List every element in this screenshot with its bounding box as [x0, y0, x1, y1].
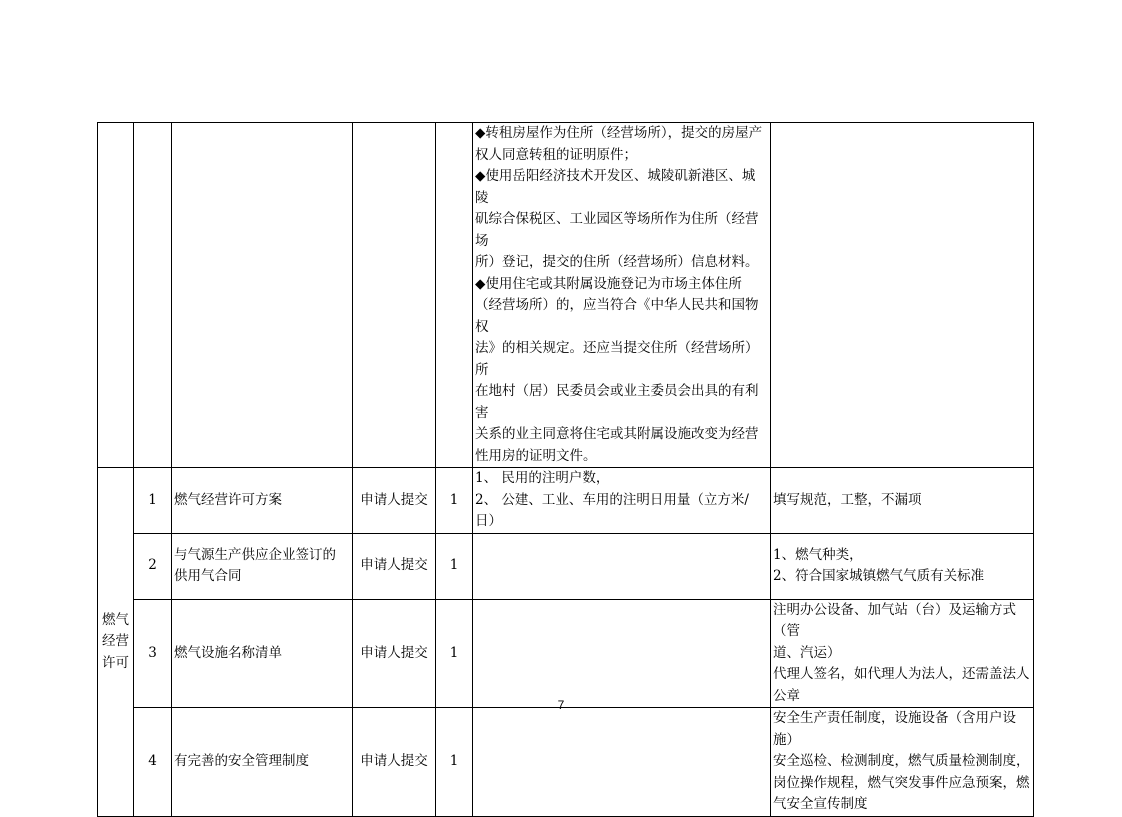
requirements-cell-continuation — [473, 123, 771, 468]
material-line: 与气源生产供应企业签订的 — [174, 546, 336, 563]
requirement-line: ◆转租房屋作为住所（经营场所），提交的房屋产 — [475, 125, 763, 141]
source-cell: 申请人提交 — [353, 468, 436, 534]
standard-line: 1、燃气种类， — [773, 546, 863, 563]
requirement-line: 1、 民用的注明户数， — [475, 470, 610, 486]
category-cell-empty — [98, 123, 134, 468]
no-cell: 2 — [134, 533, 172, 599]
standard-line: 注明办公设备、加气站（台）及运输方式（管 — [773, 601, 1016, 639]
page-number: 7 — [557, 698, 565, 712]
requirements-table — [97, 122, 1034, 817]
requirements-cell-empty — [473, 533, 771, 599]
standard-line: 岗位操作规程，燃气突发事件应急预案，燃 — [773, 774, 1030, 791]
standard-cell — [771, 468, 1034, 534]
standard-cell-empty — [771, 123, 1034, 468]
no-cell: 1 — [134, 468, 172, 534]
material-cell — [172, 708, 353, 817]
source-cell-empty — [353, 123, 436, 468]
copies-cell: 1 — [436, 599, 473, 708]
standard-line: 代理人签名，如代理人为法人，还需盖法人 — [773, 666, 1030, 682]
standard-line: 公章 — [773, 687, 800, 704]
requirement-line: 性用房的证明文件。 — [475, 447, 597, 464]
source-cell: 申请人提交 — [353, 708, 436, 817]
category-cell — [98, 468, 134, 817]
requirement-line: 2、 公建、工业、车用的注明日用量（立方米/日） — [475, 491, 749, 529]
table-row-continuation — [98, 123, 1034, 468]
table-row — [98, 533, 1034, 599]
source-cell: 申请人提交 — [353, 533, 436, 599]
material-line: 供用气合同 — [174, 568, 242, 584]
copies-cell: 1 — [436, 533, 473, 599]
requirement-line: 矶综合保税区、工业园区等场所作为住所（经营场 — [475, 211, 759, 249]
standard-line: 2、符合国家城镇燃气气质有关标准 — [773, 568, 985, 584]
no-cell: 4 — [134, 708, 172, 817]
category-line: 燃气 — [102, 611, 129, 628]
material-cell — [172, 468, 353, 534]
material-line: 有完善的安全管理制度 — [174, 753, 309, 769]
standard-cell — [771, 533, 1034, 599]
table-row — [98, 599, 1034, 708]
requirement-line: 关系的业主同意将住宅或其附属设施改变为经营 — [475, 426, 759, 442]
copies-cell: 1 — [436, 708, 473, 817]
copies-cell: 1 — [436, 468, 473, 534]
requirement-line: 法》的相关规定。还应当提交住所（经营场所）所 — [475, 340, 759, 378]
source-cell: 申请人提交 — [353, 599, 436, 708]
requirement-line: ◆使用岳阳经济技术开发区、城陵矶新港区、城陵 — [475, 168, 756, 206]
material-line: 燃气经营许可方案 — [174, 491, 282, 508]
no-cell: 3 — [134, 599, 172, 708]
requirement-line: 权人同意转租的证明原件； — [475, 146, 637, 163]
requirements-cell — [473, 468, 771, 534]
standard-line: 安全巡检、检测制度，燃气质量检测制度， — [773, 753, 1030, 769]
no-cell-empty — [134, 123, 172, 468]
requirements-cell-empty — [473, 708, 771, 817]
table-row — [98, 468, 1034, 534]
table-row — [98, 708, 1034, 817]
requirement-line: 在地村（居）民委员会或业主委员会出具的有利害 — [475, 383, 759, 421]
material-line: 燃气设施名称清单 — [174, 644, 282, 661]
standard-line: 气安全宣传制度 — [773, 796, 868, 812]
material-cell — [172, 533, 353, 599]
requirement-line: ◆使用住宅或其附属设施登记为市场主体住所 — [475, 275, 742, 292]
standard-line: 填写规范，工整，不漏项 — [773, 491, 922, 508]
category-line: 经营 — [102, 633, 129, 649]
requirement-line: （经营场所）的，应当符合《中华人民共和国物权 — [475, 297, 759, 335]
requirements-cell-empty — [473, 599, 771, 708]
standard-cell — [771, 708, 1034, 817]
requirement-line: 所）登记，提交的住所（经营场所）信息材料。 — [475, 254, 759, 270]
copies-cell-empty — [436, 123, 473, 468]
category-line: 许可 — [102, 654, 129, 671]
material-cell-empty — [172, 123, 353, 468]
standard-line: 安全生产责任制度，设施设备（含用户设施） — [773, 710, 1016, 748]
material-cell — [172, 599, 353, 708]
standard-line: 道、汽运） — [773, 644, 841, 661]
standard-cell — [771, 599, 1034, 708]
